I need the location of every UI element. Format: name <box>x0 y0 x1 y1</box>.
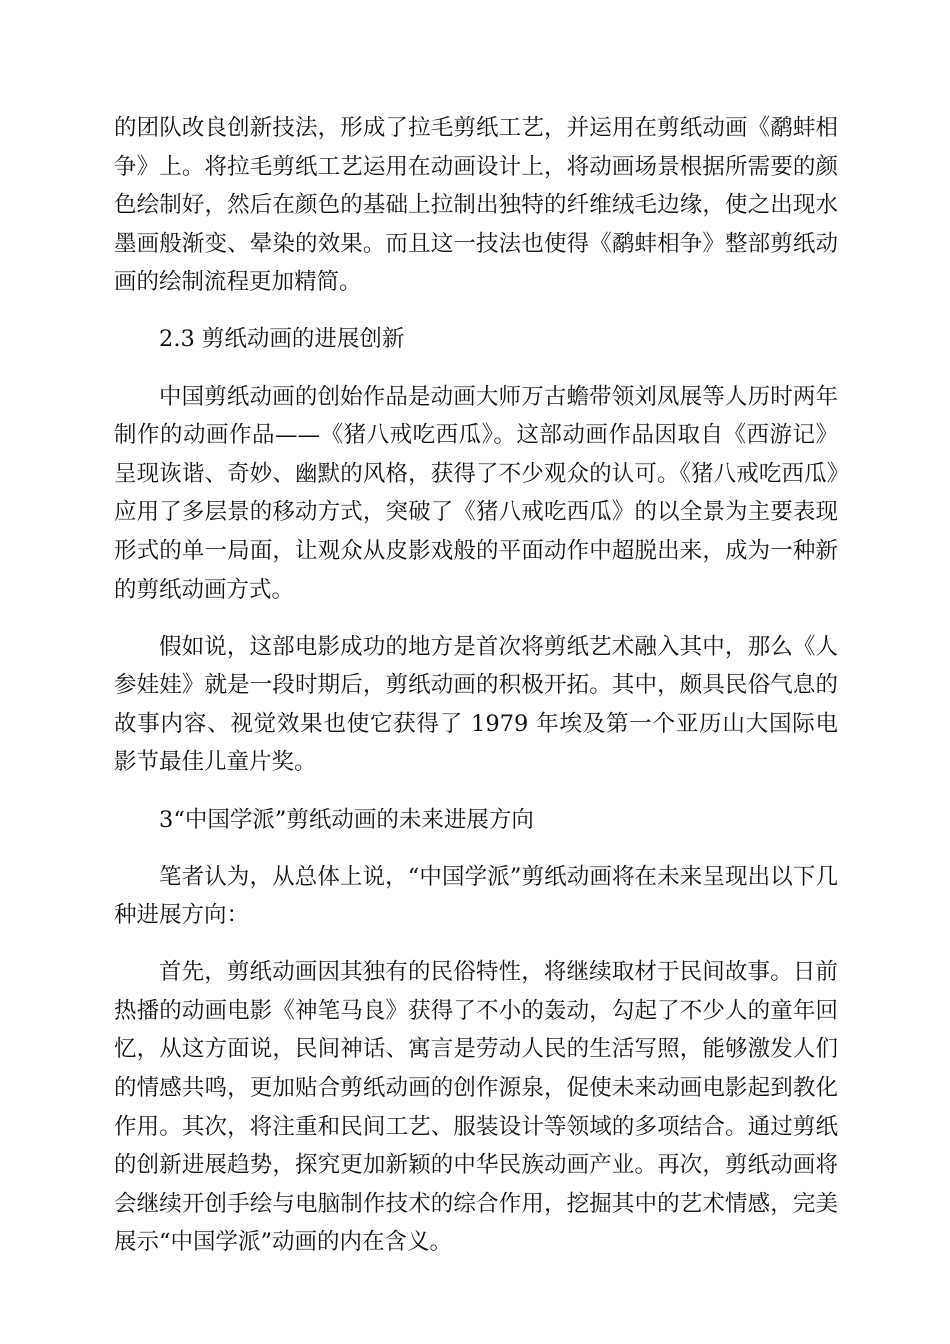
section-heading-2-3: 2.3 剪纸动画的进展创新 <box>159 326 405 353</box>
paragraph-author-view: 笔者认为，从总体上说，“中国学派”剪纸动画将在未来呈现出以下几种进展方向： <box>114 863 838 929</box>
document-page <box>114 109 838 1281</box>
section-heading-3: 3“中国学派”剪纸动画的未来进展方向 <box>159 806 534 833</box>
paragraph-directions: 首先，剪纸动画因其独有的民俗特性，将继续取材于民间故事。日前热播的动画电影《神笔马良》获得了不小的轰动，勾起了不少人的童年回忆，从这方面说，民间神话、寓言是劳动人民的生活写照，能够激发人们的情感共鸣，更加贴合剪纸动画的创作源泉，促使未来动画电影起到教化作用。其次，将注重和民间工艺、服装设计等领域的多项结合。通过剪纸的创新进展趋势，探究更加新颖的中华民族动画产业。再次，剪纸动画将会继续开创手绘与电脑制作技术的综合作用，挖掘其中的艺术情感，完美展示“中国学派”动画的内在含义。 <box>114 959 838 1256</box>
paragraph-ginseng-doll: 假如说，这部电影成功的地方是首次将剪纸艺术融入其中，那么《人参娃娃》就是一段时期后，剪纸动画的积极开拓。其中，颇具民俗气息的故事内容、视觉效果也使它获得了 1979 年埃及第一个亚历山大国际电影节最佳儿童片奖。 <box>114 633 838 776</box>
paragraph-continuation: 的团队改良创新技法，形成了拉毛剪纸工艺，并运用在剪纸动画《鹬蚌相争》上。将拉毛剪纸工艺运用在动画设计上，将动画场景根据所需要的颜色绘制好，然后在颜色的基础上拉制出独特的纤维绒毛边缘，使之出现水墨画般渐变、晕染的效果。而且这一技法也使得《鹬蚌相争》整部剪纸动画的绘制流程更加精简。 <box>114 115 838 296</box>
paragraph-origin: 中国剪纸动画的创始作品是动画大师万古蟾带领刘凤展等人历时两年制作的动画作品——《猪八戒吃西瓜》。这部动画作品因取自《西游记》呈现诙谐、奇妙、幽默的风格，获得了不少观众的认可。《猪八戒吃西瓜》应用了多层景的移动方式，突破了《猪八戒吃西瓜》的以全景为主要表现形式的单一局面，让观众从皮影戏般的平面动作中超脱出来，成为一种新的剪纸动画方式。 <box>114 383 838 603</box>
